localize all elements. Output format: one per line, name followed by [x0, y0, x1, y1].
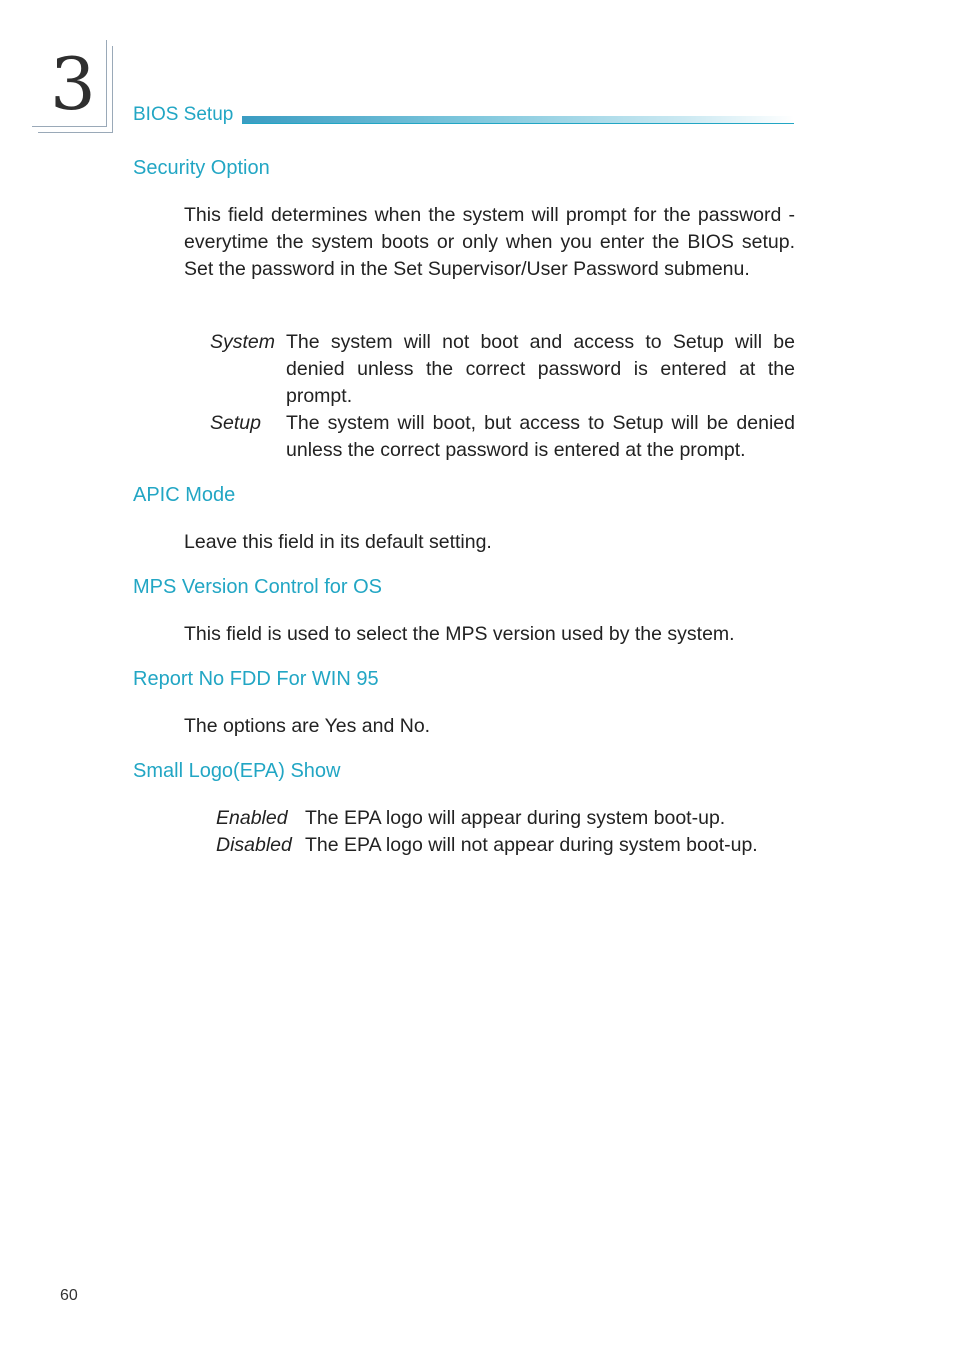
option-desc-setup: The system will boot, but access to Setup will be denied unless the correct password is entered at the prompt. — [286, 412, 795, 461]
page-number: 60 — [60, 1287, 78, 1304]
option-desc-disabled: The EPA logo will not appear during system boot-up. — [305, 834, 758, 856]
section-heading-small-logo: Small Logo(EPA) Show — [133, 760, 341, 782]
option-term-disabled: Disabled — [216, 834, 292, 856]
chapter-marker — [32, 40, 112, 132]
section-heading-report-no-fdd: Report No FDD For WIN 95 — [133, 668, 379, 690]
title-rule — [242, 116, 794, 124]
section-body-apic-mode: Leave this field in its default setting. — [184, 531, 492, 553]
section-body-report-no-fdd: The options are Yes and No. — [184, 715, 431, 737]
section-heading-apic-mode: APIC Mode — [133, 484, 236, 506]
option-term-system: System — [210, 331, 276, 353]
section-body-mps-version: This field is used to select the MPS version used by the system. — [184, 623, 735, 645]
option-term-enabled: Enabled — [216, 807, 288, 829]
option-term-setup: Setup — [210, 412, 261, 434]
running-title: BIOS Setup — [133, 104, 234, 125]
chapter-number: 3 — [50, 42, 96, 126]
section-heading-security-option: Security Option — [133, 157, 270, 179]
option-desc-system: The system will not boot and access to Setup will be denied unless the correct password is entered at the prompt. — [286, 331, 795, 407]
section-heading-mps-version: MPS Version Control for OS — [133, 576, 382, 598]
option-desc-enabled: The EPA logo will appear during system boot-up. — [305, 807, 726, 829]
section-body-security-option: This field determines when the system will prompt for the password - everytime the system boots or only when you enter the BIOS setup. Set the password in the Set Supervisor/User Password submenu. — [184, 204, 795, 280]
